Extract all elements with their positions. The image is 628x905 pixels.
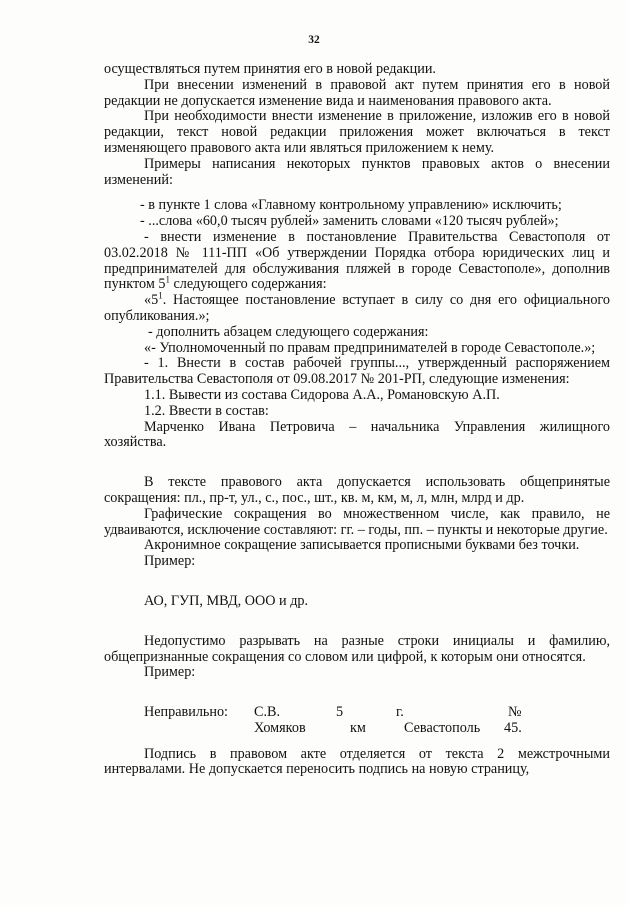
paragraph: АО, ГУП, МВД, ООО и др. (144, 592, 309, 609)
example-item: - дополнить абзацем следующего содержания: (148, 323, 429, 340)
example-item: Марченко Ивана Петровича – начальника Управления жилищного хозяйства. (104, 418, 610, 451)
example-item: - в пункте 1 слова «Главному контрольному управлению» исключить; (140, 197, 562, 214)
wrong-label: Неправильно: (144, 704, 228, 721)
wrong-token: 5 (336, 704, 344, 721)
example-item: «$5^1$. Настоящее постановление вступает в силу со дня его официального опубликования.»; (104, 290, 610, 324)
paragraph: осуществляться путем принятия его в новой редакции. (104, 61, 436, 77)
wrong-token: С.В. (254, 704, 281, 721)
example-item: - внести изменение в постановление Правительства Севастополя от 03.02.2018 № 111-ПП «Об утверждении Порядка отбора юридических лиц и предпринимателей для обслуживания пляжей в городе Севастополе», дополнив пунктом $5^1$ следующего содержания: (104, 228, 610, 293)
example-item: - ...слова «60,0 тысяч рублей» заменить словами «120 тысяч рублей»; (140, 213, 559, 230)
wrong-token: 45. (504, 719, 522, 736)
document-body (104, 62, 610, 778)
wrong-example-line-1 (144, 705, 610, 721)
wrong-token: км (350, 719, 366, 736)
paragraph: Графические сокращения во множественном числе, как правило, не удваиваются, исключение составляют: гг. – годы, пп. – пункты и некоторые другие. (104, 505, 610, 538)
paragraph: При необходимости внести изменение в приложение, изложив его в новой редакции, текст новой редакции приложения может включаться в текст изменяющего правового акта или являться приложением к нему. (104, 108, 610, 156)
paragraph: Акронимное сокращение записывается прописными буквами без точки. (144, 537, 580, 554)
paragraph: Пример: (144, 553, 196, 570)
paragraph: В тексте правового акта допускается использовать общепринятые сокращения: пл., пр-т, ул., с., пос., шт., кв. м, км, м, л, млн, млрд и др. (104, 474, 610, 506)
wrong-token: г. (396, 704, 404, 721)
wrong-example-line-2 (196, 721, 610, 737)
paragraph: Подпись в правовом акте отделяется от текста 2 межстрочными интервалами. Не допускается переносить подпись на новую страницу, (104, 745, 610, 778)
paragraph: Недопустимо разрывать на разные строки инициалы и фамилию, общепризнанные сокращения со словом или цифрой, к которым они относятся. (104, 632, 610, 665)
paragraph: При внесении изменений в правовой акт путем принятия его в новой редакции не допускается изменение вида и наименования правового акта. (104, 76, 610, 109)
example-item: 1.2. Ввести в состав: (144, 402, 269, 419)
example-item: «- Уполномоченный по правам предпринимателей в городе Севастополе.»; (144, 339, 596, 356)
wrong-token: Севастополь (404, 719, 481, 736)
wrong-token: Хомяков (254, 719, 306, 736)
paragraph: Примеры написания некоторых пунктов правовых актов о внесении изменений: (104, 155, 610, 188)
example-item: - 1. Внести в состав рабочей группы..., утвержденный распоряжением Правительства Севастополя от 09.08.2017 № 201-РП, следующие изменения: (104, 355, 610, 388)
wrong-token: № (508, 704, 522, 721)
paragraph: Пример: (144, 664, 196, 681)
page-number: 32 (308, 34, 320, 46)
example-item: 1.1. Вывести из состава Сидорова А.А., Романовскую А.П. (144, 386, 500, 403)
